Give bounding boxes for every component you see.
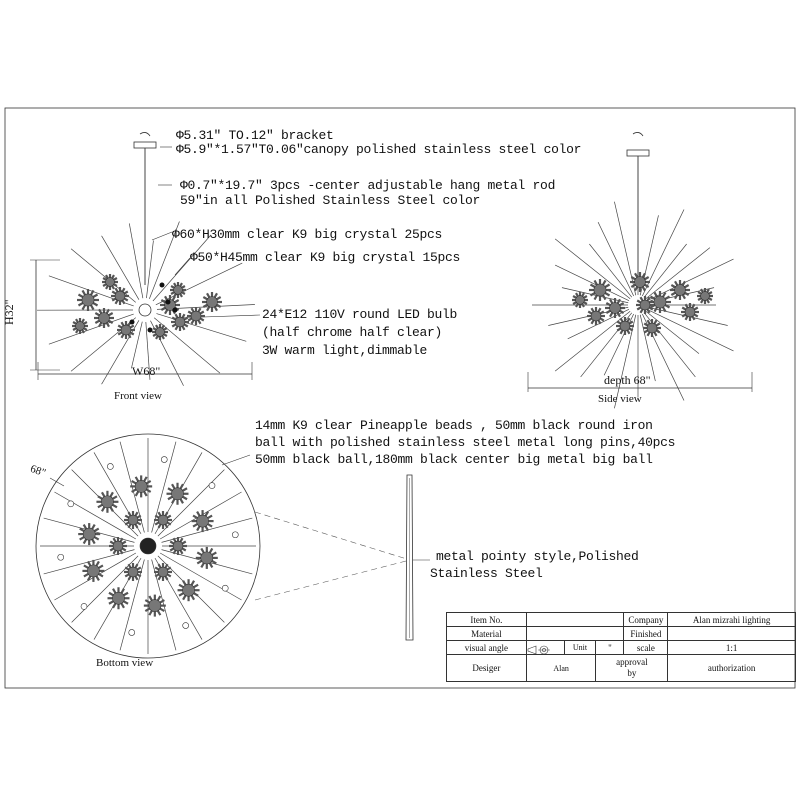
crystal-cluster	[654, 296, 666, 308]
bulb-light-note: 3W warm light,dimmable	[262, 343, 428, 358]
approval-label-line-1: approval	[616, 657, 648, 667]
crystal-cluster	[635, 277, 646, 288]
black-ball	[222, 585, 228, 591]
rod-note: Φ0.7"*19.7" 3pcs -center adjustable hang metal rod	[180, 178, 556, 193]
crystal-cluster	[115, 291, 125, 301]
crystal-cluster	[171, 488, 183, 500]
canopy-note: Φ5.9"*1.57"T0.06"canopy polished stainless steel color	[176, 142, 582, 157]
crystal-cluster	[121, 325, 131, 335]
crystal-cluster	[101, 496, 113, 508]
crystal-cluster	[201, 552, 213, 564]
bottom-view-caption: Bottom view	[96, 657, 154, 669]
black-ball	[58, 554, 64, 560]
center-ball-note: 50mm black ball,180mm black center big metal big ball	[255, 452, 653, 467]
crystal-cluster	[76, 322, 85, 331]
metal-pin	[156, 314, 246, 342]
material-value	[526, 627, 624, 641]
black-ball	[209, 483, 215, 489]
crystal-cluster	[82, 294, 94, 306]
authorization-label: authorization	[668, 655, 796, 682]
crystal-cluster	[174, 286, 183, 295]
crystal-cluster	[207, 297, 218, 308]
item-no-value	[526, 613, 624, 627]
bulb-note: 24*E12 110V round LED bulb	[262, 307, 458, 322]
side-view-caption: Side view	[598, 393, 642, 405]
designer-value: Alan	[526, 655, 596, 682]
crystal-cluster	[675, 285, 686, 296]
bottom-view-drawing	[36, 434, 410, 658]
center-ball	[140, 538, 156, 554]
unit-label: Unit	[564, 641, 596, 655]
metal-pin	[156, 263, 242, 305]
metal-pin	[158, 470, 224, 536]
crystal-cluster	[99, 313, 110, 324]
crystal-cluster	[156, 328, 165, 337]
visual-angle-symbol-cell	[526, 641, 564, 655]
pin-detail-drawing	[406, 475, 430, 640]
height-label: H32"	[2, 299, 16, 325]
metal-pin	[131, 322, 142, 369]
crystal-cluster	[594, 284, 606, 296]
black-ball	[68, 501, 74, 507]
black-ball	[107, 463, 113, 469]
pins-note: ball with polished stainless steel metal long pins,40pcs	[255, 435, 676, 450]
finished-label: Finished	[624, 627, 668, 641]
crystal-cluster	[620, 321, 630, 331]
metal-pin	[146, 241, 153, 299]
black-ball	[232, 532, 238, 538]
width-label: W68"	[132, 364, 161, 378]
black-ball	[173, 308, 178, 313]
small-crystal-note: Φ50*H45mm clear K9 big crystal 15pcs	[190, 250, 461, 265]
black-ball	[148, 328, 153, 333]
crystal-cluster	[149, 600, 161, 612]
bracket-note: Φ5.31" TO.12" bracket	[176, 128, 334, 143]
bulb-finish-note: (half chrome half clear)	[262, 325, 443, 340]
side-view-drawing	[528, 132, 752, 408]
crystal-cluster	[576, 296, 585, 305]
company-label: Company	[624, 613, 668, 627]
black-ball	[161, 457, 167, 463]
crystal-cluster	[175, 317, 185, 327]
pin-style-note: metal pointy style,Polished	[436, 549, 639, 564]
black-ball	[183, 623, 189, 629]
bottom-chandelier-body	[40, 438, 256, 654]
crystal-cluster	[640, 300, 650, 310]
item-no-label: Item No.	[447, 613, 527, 627]
crystal-cluster	[83, 528, 95, 540]
crystal-cluster	[183, 584, 195, 596]
title-block	[446, 612, 796, 682]
black-ball	[160, 283, 165, 288]
crystal-cluster	[591, 311, 601, 321]
black-ball	[81, 603, 87, 609]
bracket-hook	[140, 132, 150, 136]
approval-label	[596, 655, 668, 682]
beads-note: 14mm K9 clear Pineapple beads , 50mm black round iron	[255, 418, 653, 433]
approval-label-line-2: by	[627, 668, 637, 678]
crystal-cluster	[701, 292, 710, 301]
diameter-label: 68"	[28, 462, 48, 480]
big-crystal-note: Φ60*H30mm clear K9 big crystal 25pcs	[172, 227, 443, 242]
crystal-cluster	[685, 307, 695, 317]
crystal-cluster	[135, 480, 147, 492]
crystal-cluster	[158, 515, 168, 525]
metal-pin	[71, 249, 136, 303]
crystal-cluster	[106, 278, 115, 287]
finished-value	[668, 627, 796, 641]
front-chandelier-body	[37, 221, 255, 385]
crystal-cluster	[87, 565, 99, 577]
visual-angle-label: visual angle	[447, 641, 527, 655]
material-label: Material	[447, 627, 527, 641]
rod-finish-note: 59"in all Polished Stainless Steel color	[180, 193, 481, 208]
scale-label: scale	[624, 641, 668, 655]
front-view-caption: Front view	[114, 390, 162, 402]
black-ball	[129, 629, 135, 635]
crystal-cluster	[113, 541, 123, 551]
unit-value: "	[596, 641, 624, 655]
crystal-cluster	[647, 323, 657, 333]
crystal-cluster	[191, 311, 201, 321]
designer-label: Desiger	[447, 655, 527, 682]
projection-line	[255, 512, 410, 560]
crystal-cluster	[197, 515, 209, 527]
company-value: Alan mizrahi lighting	[668, 613, 796, 627]
crystal-cluster	[158, 567, 168, 577]
scale-value: 1:1	[668, 641, 796, 655]
crystal-cluster	[128, 567, 138, 577]
canopy	[134, 142, 156, 148]
pin-material-note: Stainless Steel	[430, 566, 543, 581]
crystal-cluster	[173, 541, 183, 551]
metal-pin	[72, 556, 138, 622]
center-ball	[139, 304, 151, 316]
black-ball	[166, 300, 171, 305]
crystal-cluster	[112, 592, 124, 604]
crystal-cluster	[610, 303, 621, 314]
depth-label: depth 68"	[604, 373, 651, 387]
crystal-cluster	[128, 515, 138, 525]
black-ball	[130, 320, 135, 325]
